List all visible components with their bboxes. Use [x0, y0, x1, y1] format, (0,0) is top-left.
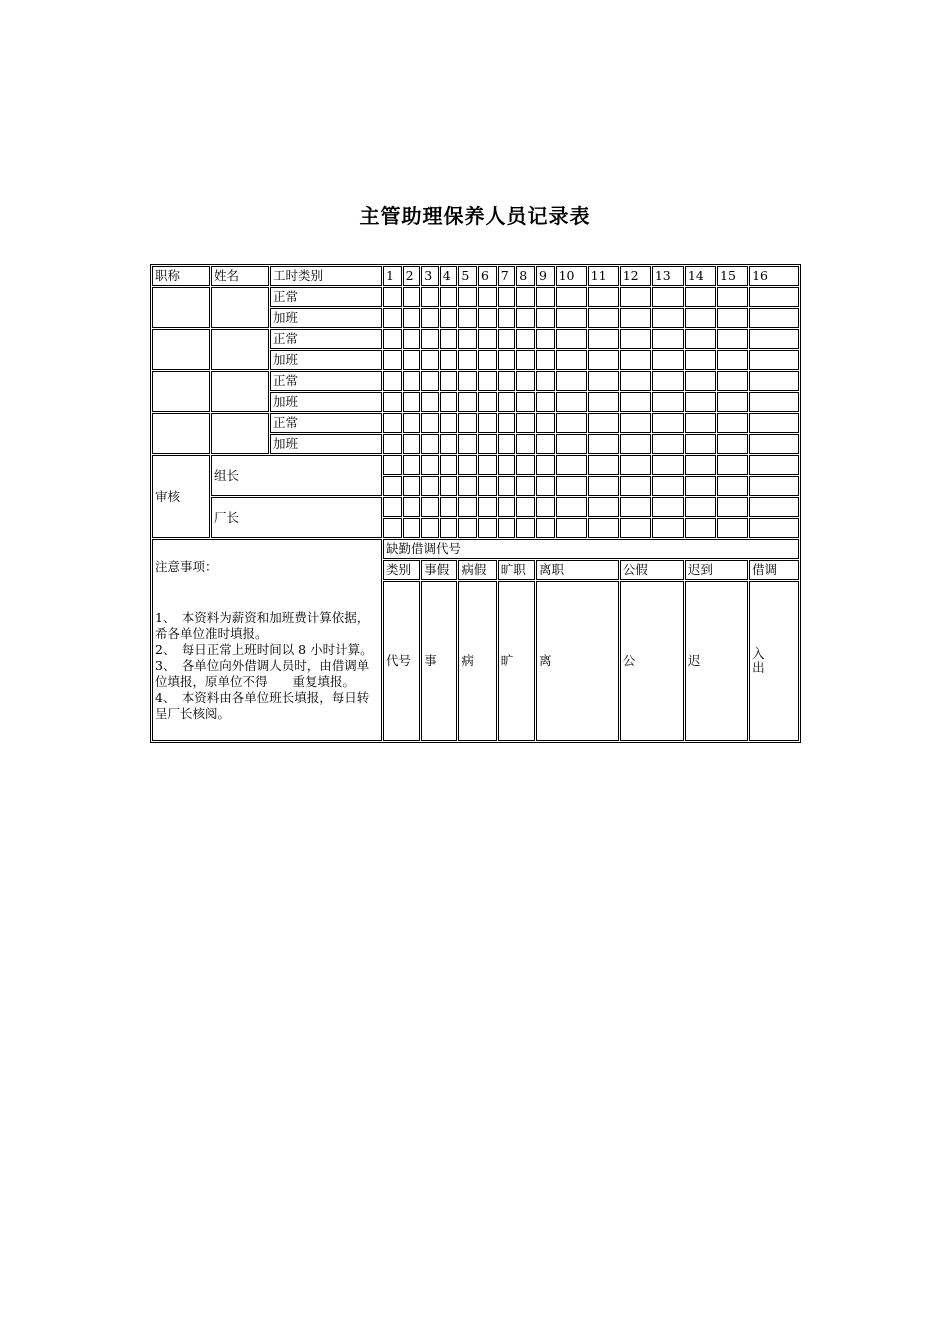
day-cell-g3-overtime-12[interactable] — [620, 392, 651, 412]
loan-in-code: 入 — [752, 646, 765, 661]
codes-heading: 缺勤借调代号 — [383, 539, 799, 559]
day-cell-g4-overtime-11[interactable] — [588, 434, 619, 454]
code-header-5: 离职 — [536, 560, 619, 580]
day-cell-g3-overtime-5[interactable] — [458, 392, 477, 412]
column-header-hour-type: 工时类别 — [270, 266, 382, 286]
day-cell-review-4-6[interactable] — [478, 518, 497, 538]
day-cell-g3-overtime-7[interactable] — [498, 392, 516, 412]
day-cell-g3-normal-12[interactable] — [620, 371, 651, 391]
day-cell-review-1-8[interactable] — [516, 455, 535, 475]
review-row — [152, 455, 799, 475]
day-cell-g3-overtime-9[interactable] — [536, 392, 555, 412]
day-cell-g4-normal-10[interactable] — [556, 413, 587, 433]
day-cell-g2-overtime-15[interactable] — [717, 350, 748, 370]
day-header-8: 8 — [516, 266, 535, 286]
day-cell-review-3-7[interactable] — [498, 497, 516, 517]
day-cell-review-2-12[interactable] — [620, 476, 651, 496]
day-cell-review-4-13[interactable] — [652, 518, 684, 538]
day-cell-review-2-7[interactable] — [498, 476, 516, 496]
day-cell-g2-overtime-11[interactable] — [588, 350, 619, 370]
day-cell-g4-overtime-3[interactable] — [421, 434, 439, 454]
staff-row-normal — [152, 413, 799, 433]
hour-type-overtime: 加班 — [270, 308, 382, 328]
day-cell-review-4-16[interactable] — [749, 518, 799, 538]
day-header-4: 4 — [440, 266, 458, 286]
day-cell-g4-overtime-8[interactable] — [516, 434, 535, 454]
day-cell-g1-normal-8[interactable] — [516, 287, 535, 307]
day-cell-review-2-4[interactable] — [440, 476, 458, 496]
day-cell-review-3-11[interactable] — [588, 497, 619, 517]
day-cell-review-3-9[interactable] — [536, 497, 555, 517]
position-cell[interactable] — [152, 413, 210, 454]
day-header-11: 11 — [588, 266, 619, 286]
day-header-10: 10 — [556, 266, 587, 286]
day-cell-g4-normal-5[interactable] — [458, 413, 477, 433]
day-cell-g2-normal-5[interactable] — [458, 329, 477, 349]
code-header-7: 迟到 — [685, 560, 748, 580]
day-cell-g4-overtime-15[interactable] — [717, 434, 748, 454]
position-cell[interactable] — [152, 329, 210, 370]
day-cell-g3-normal-7[interactable] — [498, 371, 516, 391]
day-cell-review-4-4[interactable] — [440, 518, 458, 538]
day-cell-g3-overtime-10[interactable] — [556, 392, 587, 412]
day-cell-g4-normal-14[interactable] — [685, 413, 716, 433]
day-cell-g2-normal-3[interactable] — [421, 329, 439, 349]
note-item: 1、 本资料为薪资和加班费计算依据，希各单位准时填报。 — [155, 610, 370, 641]
day-cell-g1-overtime-3[interactable] — [421, 308, 439, 328]
day-cell-g1-normal-16[interactable] — [749, 287, 799, 307]
day-cell-g1-overtime-10[interactable] — [556, 308, 587, 328]
day-cell-g4-overtime-5[interactable] — [458, 434, 477, 454]
day-cell-g1-normal-1[interactable] — [383, 287, 402, 307]
hour-type-normal: 正常 — [270, 287, 382, 307]
day-cell-review-2-10[interactable] — [556, 476, 587, 496]
day-cell-review-3-13[interactable] — [652, 497, 684, 517]
day-cell-review-1-7[interactable] — [498, 455, 516, 475]
day-cell-g4-normal-12[interactable] — [620, 413, 651, 433]
day-cell-review-3-14[interactable] — [685, 497, 716, 517]
day-header-16: 16 — [749, 266, 799, 286]
day-cell-g2-overtime-14[interactable] — [685, 350, 716, 370]
day-cell-review-1-12[interactable] — [620, 455, 651, 475]
day-cell-g1-normal-9[interactable] — [536, 287, 555, 307]
day-cell-g4-normal-16[interactable] — [749, 413, 799, 433]
day-cell-review-2-13[interactable] — [652, 476, 684, 496]
day-cell-review-1-11[interactable] — [588, 455, 619, 475]
day-cell-g3-normal-6[interactable] — [478, 371, 497, 391]
day-cell-g3-normal-14[interactable] — [685, 371, 716, 391]
day-cell-g1-normal-14[interactable] — [685, 287, 716, 307]
day-cell-g2-overtime-6[interactable] — [478, 350, 497, 370]
day-cell-review-1-15[interactable] — [717, 455, 748, 475]
code-header-1: 类别 — [383, 560, 420, 580]
day-cell-review-2-3[interactable] — [421, 476, 439, 496]
day-cell-g4-overtime-4[interactable] — [440, 434, 458, 454]
day-cell-g3-overtime-2[interactable] — [403, 392, 421, 412]
day-cell-g2-normal-6[interactable] — [478, 329, 497, 349]
day-header-13: 13 — [652, 266, 684, 286]
day-cell-review-1-4[interactable] — [440, 455, 458, 475]
day-cell-g1-normal-11[interactable] — [588, 287, 619, 307]
hour-type-overtime: 加班 — [270, 350, 382, 370]
day-cell-g4-overtime-16[interactable] — [749, 434, 799, 454]
day-cell-g3-normal-16[interactable] — [749, 371, 799, 391]
day-cell-review-2-16[interactable] — [749, 476, 799, 496]
day-cell-g3-normal-4[interactable] — [440, 371, 458, 391]
name-cell[interactable] — [211, 371, 269, 412]
review-label: 审核 — [152, 455, 210, 538]
day-cell-g4-overtime-7[interactable] — [498, 434, 516, 454]
code-value-4: 旷 — [498, 581, 535, 741]
day-cell-g2-normal-13[interactable] — [652, 329, 684, 349]
day-header-2: 2 — [403, 266, 421, 286]
note-item: 3、 各单位向外借调人员时，由借调单位填报，原单位不得 重复填报。 — [155, 658, 370, 689]
day-header-15: 15 — [717, 266, 748, 286]
code-header-4: 旷职 — [498, 560, 535, 580]
day-cell-g1-normal-15[interactable] — [717, 287, 748, 307]
code-header-6: 公假 — [620, 560, 684, 580]
day-cell-g1-overtime-7[interactable] — [498, 308, 516, 328]
day-cell-review-1-10[interactable] — [556, 455, 587, 475]
record-table — [150, 264, 801, 743]
day-cell-g4-overtime-13[interactable] — [652, 434, 684, 454]
code-header-3: 病假 — [458, 560, 496, 580]
day-cell-g3-normal-11[interactable] — [588, 371, 619, 391]
note-item: 2、 每日正常上班时间以 8 小时计算。 — [155, 642, 373, 657]
day-cell-review-1-16[interactable] — [749, 455, 799, 475]
day-cell-review-4-14[interactable] — [685, 518, 716, 538]
notes-heading: 注意事项： — [155, 559, 218, 574]
day-cell-g2-normal-12[interactable] — [620, 329, 651, 349]
day-cell-g3-normal-13[interactable] — [652, 371, 684, 391]
day-cell-g4-normal-3[interactable] — [421, 413, 439, 433]
day-header-7: 7 — [498, 266, 516, 286]
day-cell-g3-overtime-14[interactable] — [685, 392, 716, 412]
day-cell-g1-overtime-12[interactable] — [620, 308, 651, 328]
day-cell-review-2-5[interactable] — [458, 476, 477, 496]
day-cell-review-1-13[interactable] — [652, 455, 684, 475]
day-cell-review-3-2[interactable] — [403, 497, 421, 517]
hour-type-normal: 正常 — [270, 371, 382, 391]
team-leader-label: 组长 — [211, 455, 382, 496]
page-title: 主管助理保养人员记录表 — [359, 204, 591, 228]
day-cell-review-3-4[interactable] — [440, 497, 458, 517]
day-cell-g3-normal-5[interactable] — [458, 371, 477, 391]
column-header-name: 姓名 — [211, 266, 269, 286]
code-value-7: 迟 — [685, 581, 748, 741]
name-cell[interactable] — [211, 413, 269, 454]
day-cell-g2-overtime-8[interactable] — [516, 350, 535, 370]
day-cell-review-3-3[interactable] — [421, 497, 439, 517]
day-cell-review-4-3[interactable] — [421, 518, 439, 538]
day-cell-g3-normal-3[interactable] — [421, 371, 439, 391]
day-header-14: 14 — [685, 266, 716, 286]
day-cell-g3-normal-10[interactable] — [556, 371, 587, 391]
code-header-2: 事假 — [421, 560, 457, 580]
note-item: 4、 本资料由各单位班长填报，每日转呈厂长核阅。 — [155, 690, 370, 721]
day-cell-g2-overtime-2[interactable] — [403, 350, 421, 370]
day-cell-review-3-5[interactable] — [458, 497, 477, 517]
codes-heading-row — [152, 539, 799, 559]
day-cell-g1-normal-5[interactable] — [458, 287, 477, 307]
day-cell-g1-overtime-9[interactable] — [536, 308, 555, 328]
day-cell-g2-normal-7[interactable] — [498, 329, 516, 349]
day-cell-g4-normal-9[interactable] — [536, 413, 555, 433]
day-cell-g4-overtime-9[interactable] — [536, 434, 555, 454]
column-header-position: 职称 — [152, 266, 210, 286]
day-cell-g1-normal-2[interactable] — [403, 287, 421, 307]
hour-type-normal: 正常 — [270, 329, 382, 349]
day-cell-g1-normal-6[interactable] — [478, 287, 497, 307]
loan-out-code: 出 — [752, 660, 765, 675]
day-cell-g2-normal-4[interactable] — [440, 329, 458, 349]
day-cell-g2-overtime-10[interactable] — [556, 350, 587, 370]
day-cell-review-4-1[interactable] — [383, 518, 402, 538]
day-cell-review-4-8[interactable] — [516, 518, 535, 538]
factory-manager-label: 厂长 — [211, 497, 382, 538]
day-cell-g2-normal-8[interactable] — [516, 329, 535, 349]
day-cell-review-3-15[interactable] — [717, 497, 748, 517]
day-header-9: 9 — [536, 266, 555, 286]
code-value-2: 事 — [421, 581, 457, 741]
position-cell[interactable] — [152, 287, 210, 328]
day-cell-g2-overtime-12[interactable] — [620, 350, 651, 370]
day-cell-review-2-1[interactable] — [383, 476, 402, 496]
header-row — [152, 266, 799, 286]
day-cell-review-4-10[interactable] — [556, 518, 587, 538]
day-cell-review-4-11[interactable] — [588, 518, 619, 538]
day-cell-g1-normal-4[interactable] — [440, 287, 458, 307]
day-cell-review-4-15[interactable] — [717, 518, 748, 538]
day-cell-g1-normal-12[interactable] — [620, 287, 651, 307]
day-cell-review-2-11[interactable] — [588, 476, 619, 496]
day-cell-review-2-14[interactable] — [685, 476, 716, 496]
code-header-8: 借调 — [749, 560, 799, 580]
day-cell-g1-normal-3[interactable] — [421, 287, 439, 307]
day-cell-g3-overtime-11[interactable] — [588, 392, 619, 412]
day-cell-g1-overtime-2[interactable] — [403, 308, 421, 328]
day-cell-g4-normal-7[interactable] — [498, 413, 516, 433]
notes-cell — [152, 539, 382, 741]
position-cell[interactable] — [152, 371, 210, 412]
day-cell-g3-overtime-15[interactable] — [717, 392, 748, 412]
day-cell-review-3-10[interactable] — [556, 497, 587, 517]
day-cell-g2-overtime-5[interactable] — [458, 350, 477, 370]
day-cell-review-2-15[interactable] — [717, 476, 748, 496]
day-cell-g4-overtime-14[interactable] — [685, 434, 716, 454]
day-cell-g1-overtime-6[interactable] — [478, 308, 497, 328]
day-cell-g3-normal-1[interactable] — [383, 371, 402, 391]
day-cell-g2-overtime-1[interactable] — [383, 350, 402, 370]
day-cell-review-1-6[interactable] — [478, 455, 497, 475]
day-cell-g1-overtime-1[interactable] — [383, 308, 402, 328]
day-cell-g1-normal-13[interactable] — [652, 287, 684, 307]
staff-row-normal — [152, 287, 799, 307]
day-cell-g4-overtime-12[interactable] — [620, 434, 651, 454]
day-cell-g2-normal-14[interactable] — [685, 329, 716, 349]
day-cell-g2-normal-16[interactable] — [749, 329, 799, 349]
day-cell-g2-overtime-4[interactable] — [440, 350, 458, 370]
day-cell-g4-normal-8[interactable] — [516, 413, 535, 433]
day-cell-g4-normal-6[interactable] — [478, 413, 497, 433]
day-cell-g4-normal-15[interactable] — [717, 413, 748, 433]
code-value-5: 离 — [536, 581, 619, 741]
day-cell-g3-normal-9[interactable] — [536, 371, 555, 391]
day-cell-g3-overtime-4[interactable] — [440, 392, 458, 412]
day-cell-g1-overtime-16[interactable] — [749, 308, 799, 328]
day-cell-g1-overtime-5[interactable] — [458, 308, 477, 328]
day-cell-review-4-9[interactable] — [536, 518, 555, 538]
review-row — [152, 497, 799, 517]
day-cell-review-3-16[interactable] — [749, 497, 799, 517]
day-cell-review-4-5[interactable] — [458, 518, 477, 538]
day-cell-g1-normal-7[interactable] — [498, 287, 516, 307]
day-cell-g4-normal-4[interactable] — [440, 413, 458, 433]
code-value-3: 病 — [458, 581, 496, 741]
day-cell-g4-normal-1[interactable] — [383, 413, 402, 433]
day-cell-g4-normal-13[interactable] — [652, 413, 684, 433]
day-cell-g3-overtime-1[interactable] — [383, 392, 402, 412]
code-value-6: 公 — [620, 581, 684, 741]
day-cell-review-4-12[interactable] — [620, 518, 651, 538]
day-cell-g1-normal-10[interactable] — [556, 287, 587, 307]
day-cell-g3-overtime-16[interactable] — [749, 392, 799, 412]
day-cell-g3-overtime-13[interactable] — [652, 392, 684, 412]
day-cell-g2-overtime-13[interactable] — [652, 350, 684, 370]
hour-type-overtime: 加班 — [270, 392, 382, 412]
day-cell-review-1-9[interactable] — [536, 455, 555, 475]
day-cell-review-1-2[interactable] — [403, 455, 421, 475]
hour-type-normal: 正常 — [270, 413, 382, 433]
day-cell-review-2-2[interactable] — [403, 476, 421, 496]
day-cell-g4-overtime-2[interactable] — [403, 434, 421, 454]
name-cell[interactable] — [211, 287, 269, 328]
name-cell[interactable] — [211, 329, 269, 370]
day-cell-g2-normal-11[interactable] — [588, 329, 619, 349]
day-cell-review-1-5[interactable] — [458, 455, 477, 475]
notes-list — [155, 610, 379, 722]
staff-row-normal — [152, 329, 799, 349]
day-cell-g4-overtime-10[interactable] — [556, 434, 587, 454]
code-value-loan — [749, 581, 799, 741]
day-cell-g4-normal-11[interactable] — [588, 413, 619, 433]
day-cell-g3-normal-8[interactable] — [516, 371, 535, 391]
day-cell-g2-normal-1[interactable] — [383, 329, 402, 349]
day-cell-g2-overtime-7[interactable] — [498, 350, 516, 370]
day-header-1: 1 — [383, 266, 402, 286]
day-cell-review-4-2[interactable] — [403, 518, 421, 538]
day-cell-g1-overtime-4[interactable] — [440, 308, 458, 328]
day-cell-review-2-6[interactable] — [478, 476, 497, 496]
code-value-1: 代号 — [383, 581, 420, 741]
day-cell-review-2-8[interactable] — [516, 476, 535, 496]
day-cell-g3-overtime-3[interactable] — [421, 392, 439, 412]
day-cell-g3-normal-2[interactable] — [403, 371, 421, 391]
day-cell-review-2-9[interactable] — [536, 476, 555, 496]
day-cell-g1-overtime-14[interactable] — [685, 308, 716, 328]
day-cell-g1-overtime-15[interactable] — [717, 308, 748, 328]
staff-row-normal — [152, 371, 799, 391]
hour-type-overtime: 加班 — [270, 434, 382, 454]
day-cell-review-1-14[interactable] — [685, 455, 716, 475]
day-cell-g2-overtime-16[interactable] — [749, 350, 799, 370]
day-cell-g2-normal-10[interactable] — [556, 329, 587, 349]
day-cell-g1-overtime-13[interactable] — [652, 308, 684, 328]
day-header-12: 12 — [620, 266, 651, 286]
day-header-3: 3 — [421, 266, 439, 286]
day-cell-review-1-1[interactable] — [383, 455, 402, 475]
day-cell-g2-normal-15[interactable] — [717, 329, 748, 349]
day-cell-g2-overtime-3[interactable] — [421, 350, 439, 370]
day-cell-g1-overtime-11[interactable] — [588, 308, 619, 328]
day-cell-g2-normal-2[interactable] — [403, 329, 421, 349]
day-cell-g4-overtime-6[interactable] — [478, 434, 497, 454]
day-cell-g3-normal-15[interactable] — [717, 371, 748, 391]
day-cell-g2-normal-9[interactable] — [536, 329, 555, 349]
day-cell-review-3-6[interactable] — [478, 497, 497, 517]
day-cell-review-3-1[interactable] — [383, 497, 402, 517]
day-cell-g4-overtime-1[interactable] — [383, 434, 402, 454]
day-cell-g3-overtime-6[interactable] — [478, 392, 497, 412]
day-header-5: 5 — [458, 266, 477, 286]
day-cell-g3-overtime-8[interactable] — [516, 392, 535, 412]
day-cell-review-3-12[interactable] — [620, 497, 651, 517]
day-header-6: 6 — [478, 266, 497, 286]
day-cell-review-3-8[interactable] — [516, 497, 535, 517]
day-cell-g4-normal-2[interactable] — [403, 413, 421, 433]
day-cell-g1-overtime-8[interactable] — [516, 308, 535, 328]
day-cell-g2-overtime-9[interactable] — [536, 350, 555, 370]
day-cell-review-1-3[interactable] — [421, 455, 439, 475]
day-cell-review-4-7[interactable] — [498, 518, 516, 538]
